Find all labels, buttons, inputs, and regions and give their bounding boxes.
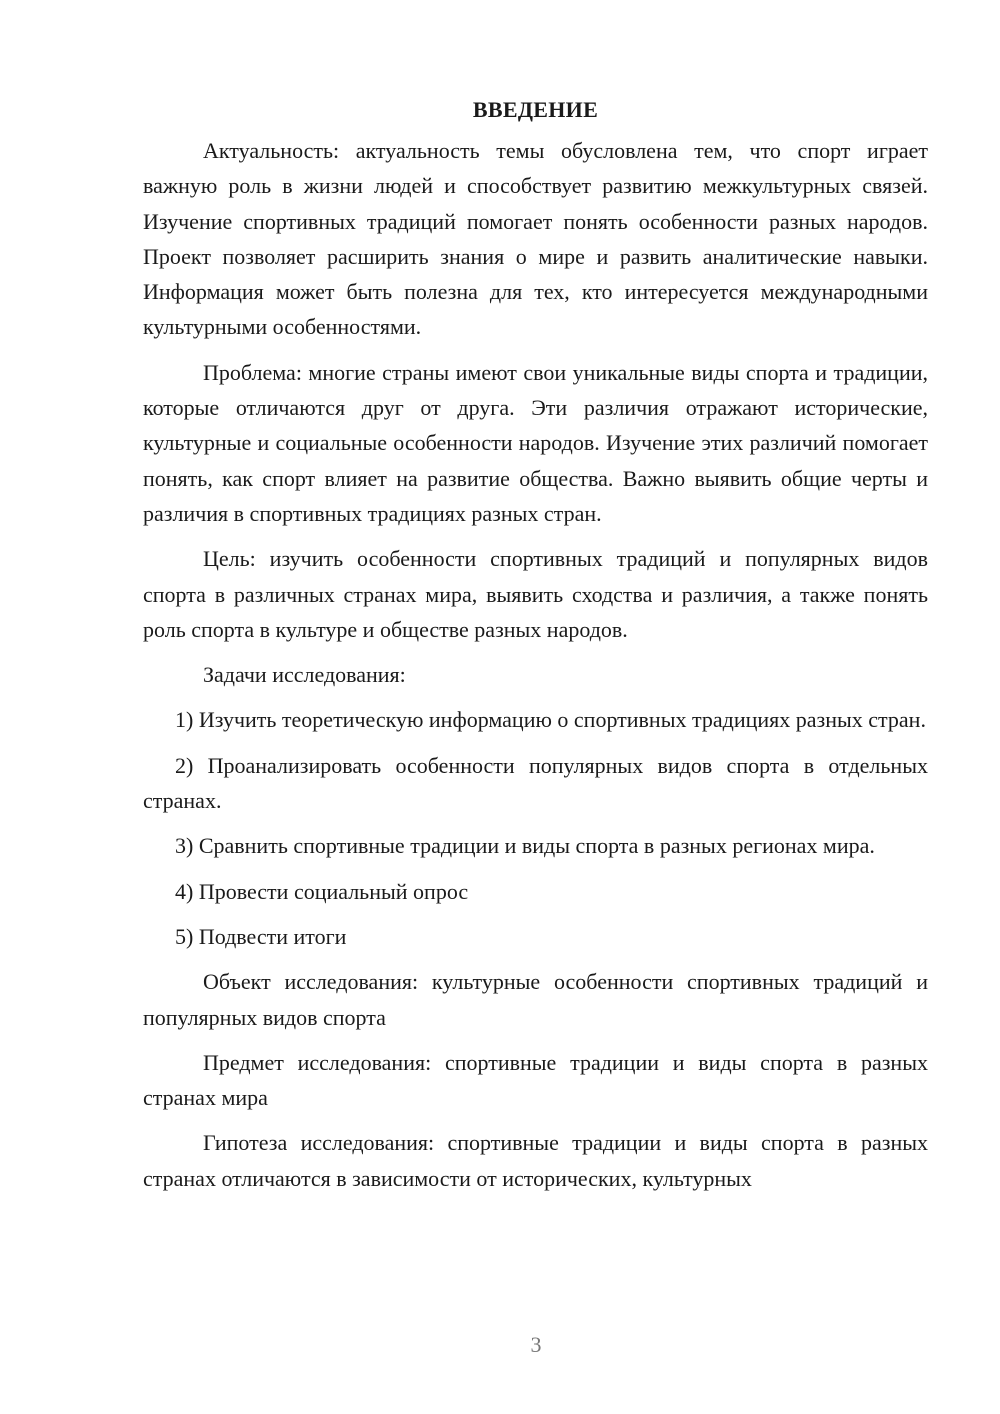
page-number: 3 bbox=[530, 1332, 542, 1357]
task-item-2: 2) Проанализировать особенности популярных видов спорта в отдельных странах. bbox=[143, 752, 928, 814]
tasks-title: Задачи исследования: bbox=[203, 662, 406, 688]
paragraph-goal: Цель: изучить особенности спортивных традиций и популярных видов спорта в различных странах мира, выявить сходства и различия, а также понять роль спорта в культуре и обществе разных народов. bbox=[143, 546, 928, 642]
paragraph-hypothesis: Гипотеза исследования: спортивные традиции и виды спорта в разных странах отличаются в зависимости от исторических, культурных bbox=[143, 1130, 928, 1191]
task-item-3: 3) Сравнить спортивные традиции и виды спорта в разных регионах мира. bbox=[175, 833, 875, 859]
paragraph-problem: Проблема: многие страны имеют свои уникальные виды спорта и традиции, которые отличаются друг от друга. Эти различия отражают исторические, культурные и социальные особенности народов. Изучение этих различий помогает понять, как спорт влияет на развитие общества. Важно выявить общие черты и различия в спортивных традициях разных стран. bbox=[143, 359, 928, 526]
task-item-5: 5) Подвести итоги bbox=[175, 923, 347, 949]
task-item-4: 4) Провести социальный опрос bbox=[175, 878, 469, 904]
document-page bbox=[143, 92, 928, 1196]
paragraph-object: Объект исследования: культурные особенности спортивных традиций и популярных видов спорта bbox=[143, 969, 928, 1030]
paragraph-relevance: Актуальность: актуальность темы обусловлена тем, что спорт играет важную роль в жизни людей и способствует развитию межкультурных связей. Изучение спортивных традиций помогает понять особенности разных народов. Проект позволяет расширить знания о мире и развить аналитические навыки. Информация может быть полезна для тех, кто интересуется международными культурными особенностями. bbox=[143, 138, 928, 340]
paragraph-subject: Предмет исследования: спортивные традиции и виды спорта в разных странах мира bbox=[143, 1049, 928, 1111]
task-item-1: 1) Изучить теоретическую информацию о спортивных традициях разных стран. bbox=[175, 707, 926, 733]
section-heading: ВВЕДЕНИЕ bbox=[472, 97, 599, 122]
